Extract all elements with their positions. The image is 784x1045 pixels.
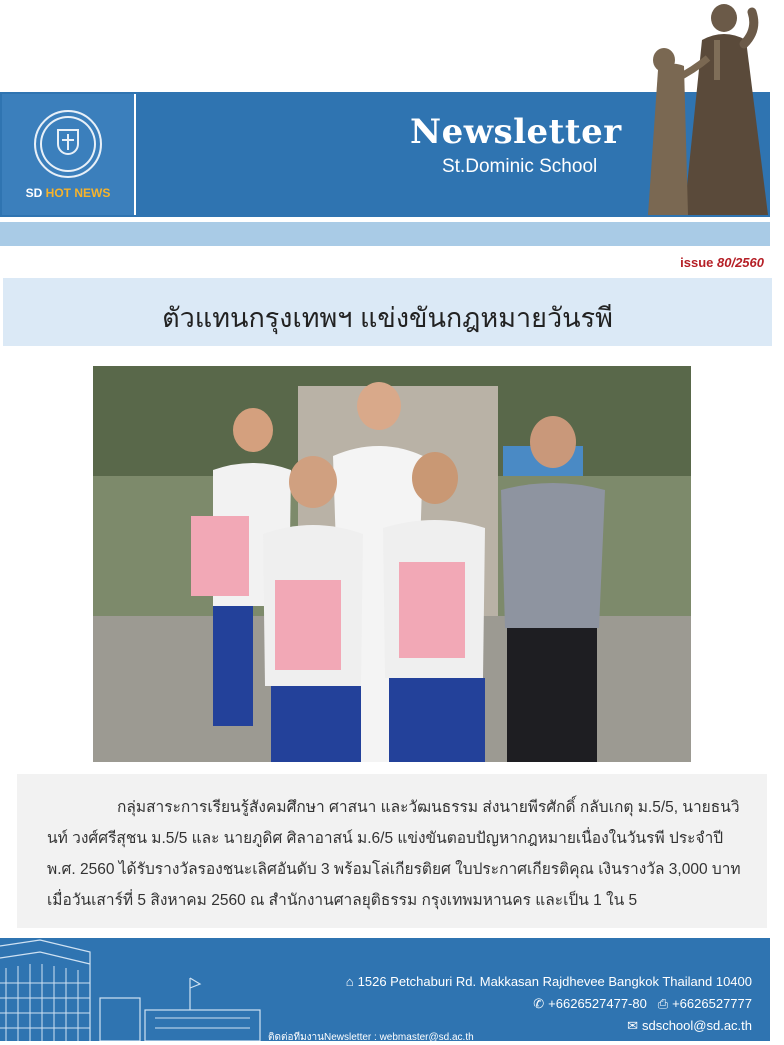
hot-news-caption [2, 186, 134, 200]
newsletter-contact[interactable]: ติดต่อทีมงานNewsletter : webmaster@sd.ac.th [268, 1032, 474, 1043]
issue-label: issue [680, 255, 714, 270]
address-text: 1526 Petchaburi Rd. Makkasan Rajdhevee Bangkok Thailand 10400 [357, 974, 752, 989]
footer [0, 938, 770, 1041]
article-photo [93, 366, 691, 762]
footer-phones [533, 996, 752, 1012]
email-link[interactable]: sdschool@sd.ac.th [641, 1018, 752, 1033]
fax-icon: ⎙ [657, 996, 669, 1011]
article-headline: ตัวแทนกรุงเทพฯ แข่งขันกฎหมายวันรพี [162, 303, 613, 333]
issue-value: 80/2560 [717, 255, 764, 270]
school-logo-box [2, 94, 136, 215]
article-body: กลุ่มสาระการเรียนรู้สังคมศึกษา ศาสนา และวัฒนธรรม ส่งนายพีรศักดิ์ กลับเกตุ ม.5/5, นายธนวินท์ วงศ์ศรีสุชน ม.5/5 และ นายภูดิศ ศิลาอาสน์ ม.6/5 แข่งขันตอบปัญหากฎหมายเนื่องในวันรพี ประจำปี พ.ศ. 2560 ได้รับรางวัลรองชนะเลิศอันดับ 3 พร้อมโล่เกียรติยศ ใบประกาศเกียรติคุณ เงินรางวัล 3,000 บาท เมื่อวันเสาร์ที่ 5 สิงหาคม 2560 ณ สำนักงานศาลยุติธรรม กรุงเทพมหานคร และเป็น 1 ใน 5 [47, 799, 741, 909]
headline-box [3, 278, 772, 346]
home-icon: ⌂ [345, 974, 354, 989]
header-sub-band [0, 222, 770, 246]
footer-email [627, 1018, 752, 1034]
badge-hot-news: HOT NEWS [45, 186, 111, 200]
fax-text: +6626527777 [672, 996, 752, 1011]
phone-icon: ✆ [533, 996, 545, 1011]
phone-text: +6626527477-80 [548, 996, 647, 1011]
article-body-box [17, 774, 767, 928]
statue-image [618, 0, 784, 217]
school-seal-logo [34, 110, 102, 178]
school-building-illustration [0, 938, 270, 1041]
newsletter-subtitle: St.Dominic School [442, 156, 598, 177]
newsletter-title: Newsletter [410, 112, 622, 152]
badge-sd: SD [25, 186, 43, 200]
footer-address [346, 974, 752, 989]
mail-icon: ✉ [627, 1018, 638, 1033]
issue-number [680, 255, 764, 270]
